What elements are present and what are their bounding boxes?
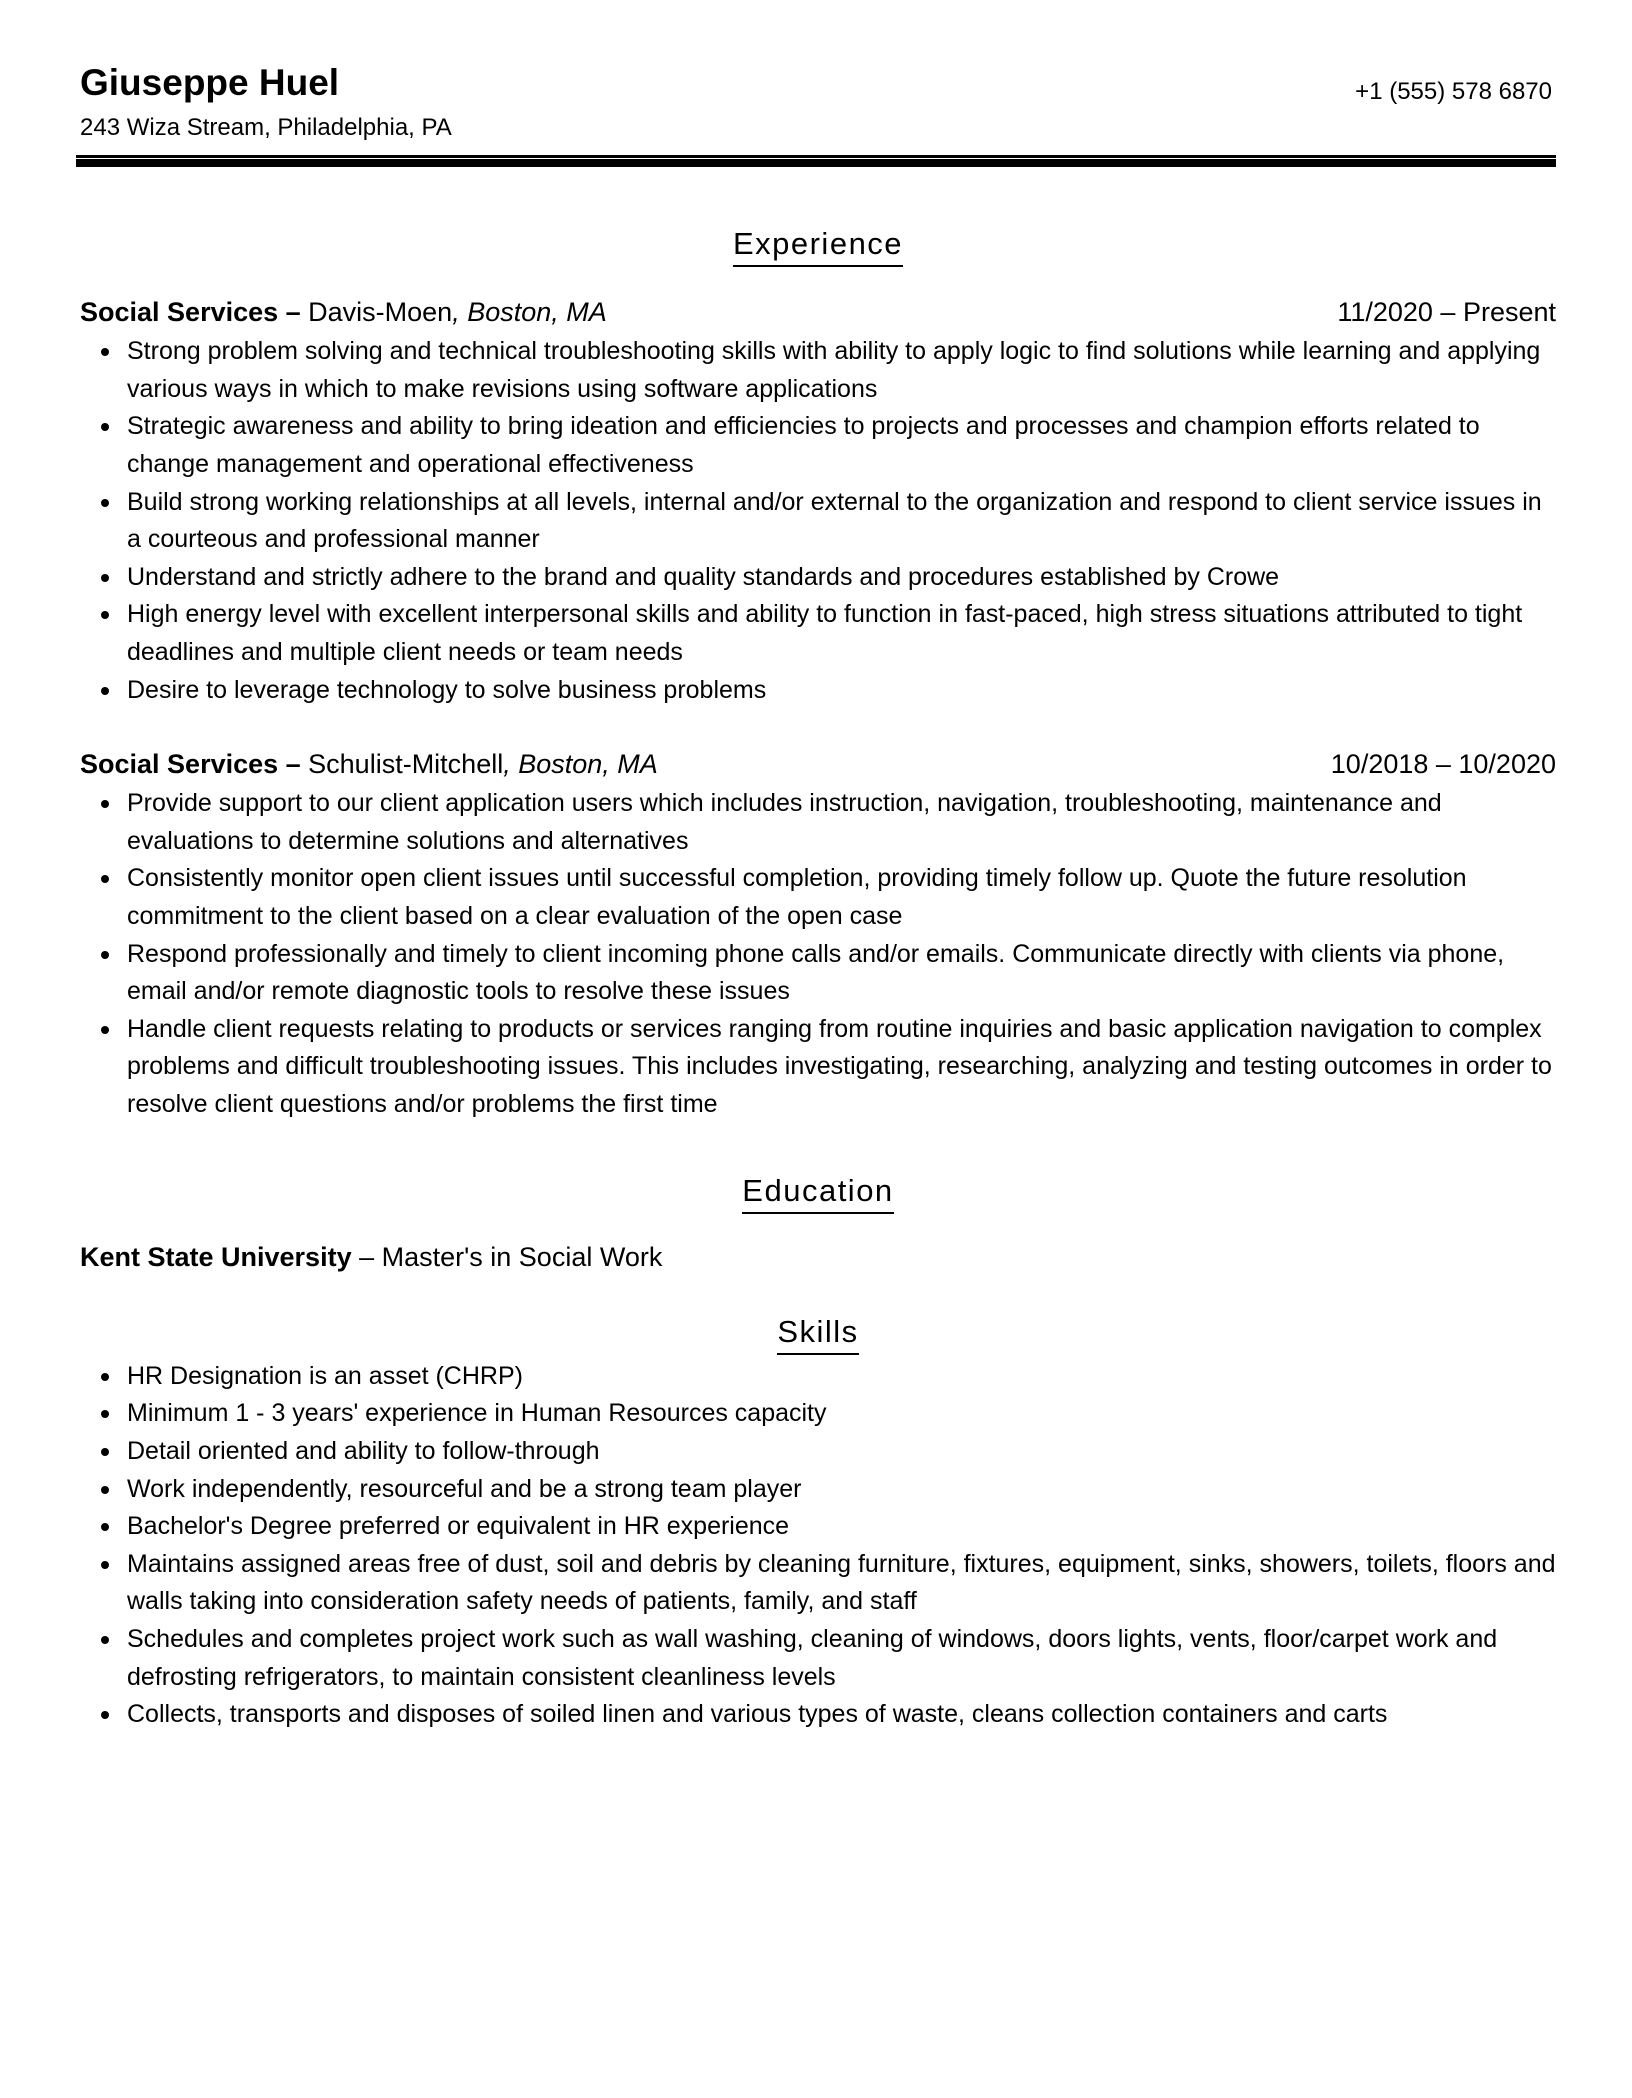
header-divider-thick [76, 159, 1556, 167]
degree: – Master's in Social Work [351, 1241, 663, 1272]
list-item: Strong problem solving and technical troubleshooting skills with ability to apply logic to find solutions while learning and applying various ways in which to make revisions using software applications [80, 333, 1556, 408]
list-item: Desire to leverage technology to solve business problems [80, 672, 1556, 710]
list-item: Collects, transports and disposes of soiled linen and various types of waste, cleans collection containers and carts [80, 1696, 1556, 1734]
job-location: , Boston, MA [452, 297, 607, 328]
job-role: Social Services – [80, 749, 301, 780]
list-item: Provide support to our client application users which includes instruction, navigation, troubleshooting, maintenance and evaluations to determine solutions and alternatives [80, 785, 1556, 860]
job-company: Schulist-Mitchell [300, 749, 504, 780]
candidate-address: 243 Wiza Stream, Philadelphia, PA [80, 114, 452, 141]
candidate-name: Giuseppe Huel [80, 62, 340, 103]
job-company: Davis-Moen [300, 297, 453, 328]
list-item: HR Designation is an asset (CHRP) [80, 1358, 1556, 1396]
list-item: Maintains assigned areas free of dust, soil and debris by cleaning furniture, fixtures, equipment, sinks, showers, toilets, floors and walls taking into consideration safety needs of patients, family, and staff [80, 1546, 1556, 1621]
list-item: Understand and strictly adhere to the brand and quality standards and procedures established by Crowe [80, 559, 1556, 597]
list-item: Minimum 1 - 3 years' experience in Human Resources capacity [80, 1395, 1556, 1433]
skills-list [80, 1358, 1556, 1734]
header-divider-thin [76, 155, 1556, 158]
job-bullets [80, 333, 1556, 709]
list-item: Work independently, resourceful and be a strong team player [80, 1471, 1556, 1509]
education-heading: Education [742, 1174, 893, 1214]
school-name: Kent State University [80, 1241, 352, 1272]
job-title-line [80, 295, 607, 330]
experience-entry [80, 295, 1556, 709]
list-item: High energy level with excellent interpersonal skills and ability to function in fast-paced, high stress situations attributed to tight deadlines and multiple client needs or team needs [80, 596, 1556, 671]
experience-entry [80, 747, 1556, 1123]
education-entry [80, 1240, 1556, 1275]
job-location: , Boston, MA [503, 749, 658, 780]
experience-heading: Experience [733, 227, 903, 267]
candidate-phone: +1 (555) 578 6870 [1355, 78, 1552, 105]
list-item: Strategic awareness and ability to bring ideation and efficiencies to projects and processes and champion efforts related to change management and operational effectiveness [80, 408, 1556, 483]
experience-entry-header [80, 295, 1556, 330]
job-role: Social Services – [80, 297, 301, 328]
resume-page [80, 0, 1556, 1734]
list-item: Bachelor's Degree preferred or equivalent in HR experience [80, 1508, 1556, 1546]
list-item: Detail oriented and ability to follow-through [80, 1433, 1556, 1471]
education-section-header [80, 1174, 1556, 1214]
job-bullets [80, 785, 1556, 1123]
list-item: Schedules and completes project work such as wall washing, cleaning of windows, doors lights, vents, floor/carpet work and defrosting refrigerators, to maintain consistent cleanliness levels [80, 1621, 1556, 1696]
resume-header [80, 0, 1556, 170]
list-item: Handle client requests relating to products or services ranging from routine inquiries and basic application navigation to complex problems and difficult troubleshooting issues. This includes investigating, researching, analyzing and testing outcomes in order to resolve client questions and/or problems the first time [80, 1011, 1556, 1124]
list-item: Build strong working relationships at all levels, internal and/or external to the organization and respond to client service issues in a courteous and professional manner [80, 484, 1556, 559]
experience-entry-header [80, 747, 1556, 782]
job-title-line [80, 747, 658, 782]
experience-section-header [80, 227, 1556, 267]
job-dates: 10/2018 – 10/2020 [1330, 749, 1556, 780]
list-item: Respond professionally and timely to client incoming phone calls and/or emails. Communicate directly with clients via phone, email and/or remote diagnostic tools to resolve these issues [80, 936, 1556, 1011]
list-item: Consistently monitor open client issues until successful completion, providing timely follow up. Quote the future resolution commitment to the client based on a clear evaluation of the open case [80, 860, 1556, 935]
skills-section-header [80, 1315, 1556, 1355]
job-dates: 11/2020 – Present [1337, 297, 1556, 328]
skills-heading: Skills [777, 1315, 858, 1355]
